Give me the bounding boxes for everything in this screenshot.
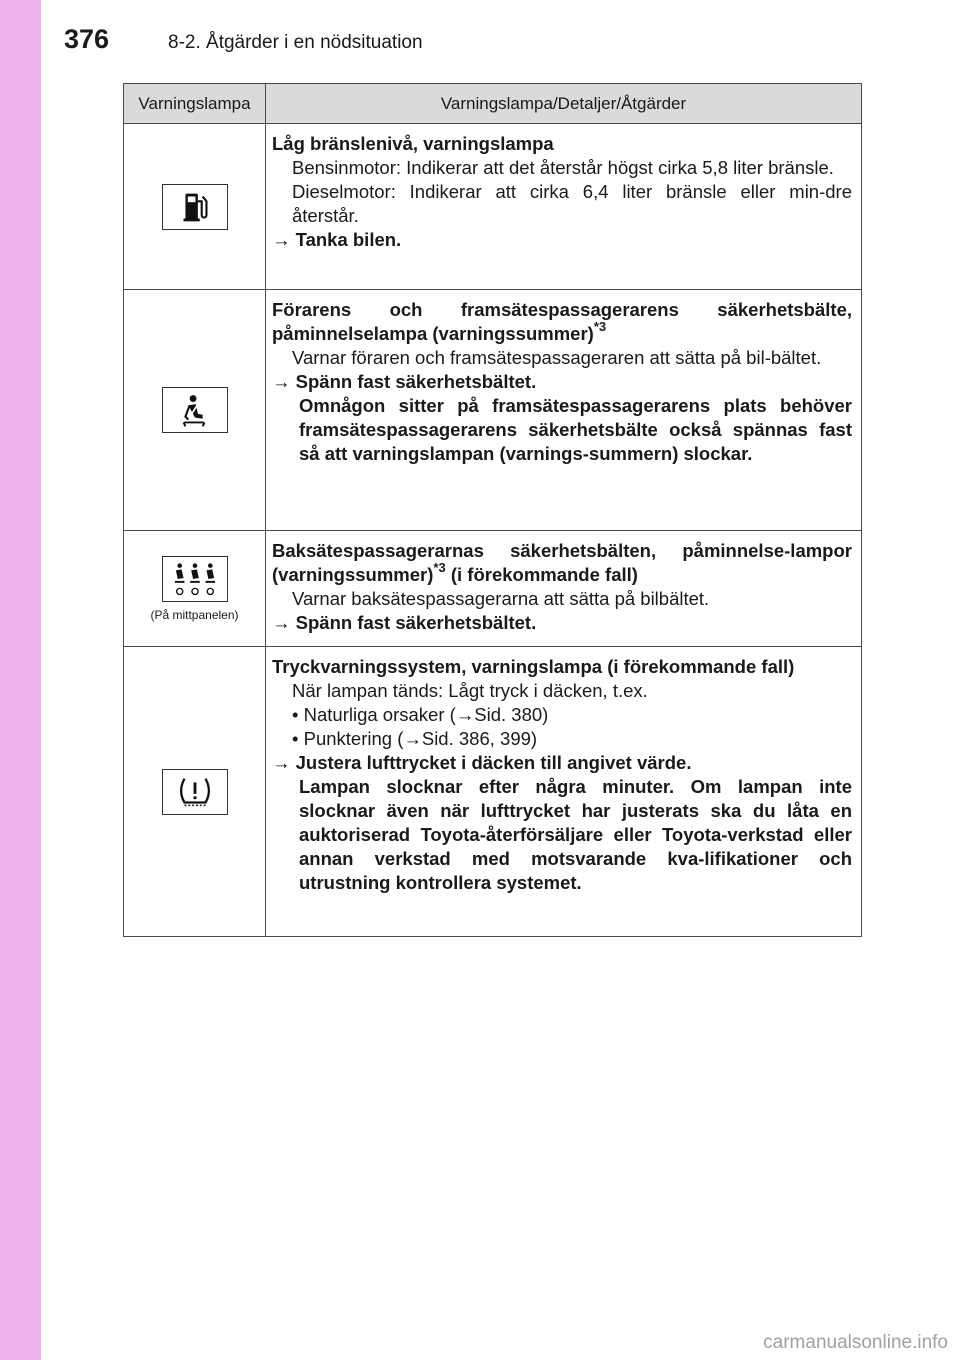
- row-action: [272, 611, 852, 635]
- row-line: Varnar baksätespassagerarna att sätta på bilbältet.: [292, 588, 710, 609]
- action-text: Spänn fast säkerhetsbältet.: [295, 371, 537, 392]
- watermark: carmanualsonline.info: [763, 1332, 948, 1353]
- table-row: [124, 290, 862, 531]
- arrow-icon: →: [272, 229, 291, 250]
- bullet-item: • Naturliga orsaker (→Sid. 380): [292, 704, 549, 725]
- section-title: 8-2. Åtgärder i en nödsituation: [168, 32, 423, 53]
- action-text: Tanka bilen.: [295, 229, 402, 250]
- icon-cell: [124, 290, 266, 531]
- footnote-ref: *3: [593, 318, 607, 334]
- row-title-text: Baksätespassagerarnas säkerhetsbälten, påminnelse-lampor (varningssummer): [272, 540, 852, 585]
- details-cell: [266, 531, 862, 647]
- warning-lights-table: [123, 83, 862, 937]
- row-action: [272, 370, 852, 394]
- table-header-row: [124, 84, 862, 124]
- rear-seatbelts-icon: [162, 556, 228, 602]
- row-line: Bensinmotor: Indikerar att det återstår högst cirka 5,8 liter bränsle.: [292, 157, 834, 178]
- seatbelt-icon: [162, 387, 228, 433]
- row-title-text: Förarens och framsätespassagerarens säkerhetsbälte, påminnelselampa (varningssummer): [272, 299, 852, 344]
- icon-cell: [124, 124, 266, 290]
- tire-pressure-icon: [162, 769, 228, 815]
- details-cell: [266, 647, 862, 937]
- column-header-details: Varningslampa/Detaljer/Åtgärder: [266, 84, 862, 124]
- table-row: [124, 531, 862, 647]
- row-title: [272, 539, 852, 587]
- footnote-ref: *3: [433, 559, 446, 575]
- row-title-suffix: (i förekommande fall): [445, 564, 638, 585]
- row-title: Låg bränslenivå, varningslampa: [272, 133, 554, 154]
- table-row: [124, 124, 862, 290]
- row-line: När lampan tänds: Lågt tryck i däcken, t.ex.: [292, 680, 648, 701]
- action-text: Spänn fast säkerhetsbältet.: [295, 612, 537, 633]
- icon-note: (På mittpanelen): [150, 607, 239, 622]
- chapter-tab: [0, 0, 41, 1360]
- row-line: Varnar föraren och framsätespassageraren att sätta på bil-bältet.: [292, 347, 822, 368]
- page-number: 376: [64, 24, 110, 54]
- arrow-icon: →: [272, 612, 291, 633]
- row-action: [272, 751, 852, 775]
- arrow-icon: →: [272, 371, 291, 392]
- arrow-icon: →: [272, 752, 291, 773]
- action-detail: Omnågon sitter på framsätespassagerarens plats behöver framsätespassagerarens säkerhetsbälte också spännas fast så att varningslampan (varnings-summern) slockar.: [299, 395, 852, 464]
- row-action: [272, 228, 852, 252]
- row-title: Tryckvarningssystem, varningslampa (i förekommande fall): [272, 656, 795, 677]
- icon-cell: [124, 647, 266, 937]
- column-header-lamp: Varningslampa: [124, 84, 266, 124]
- details-cell: [266, 290, 862, 531]
- row-title: [272, 298, 852, 346]
- bullet-item: • Punktering (→Sid. 386, 399): [292, 728, 538, 749]
- fuel-pump-icon: [162, 184, 228, 230]
- row-line: Dieselmotor: Indikerar att cirka 6,4 liter bränsle eller min-dre återstår.: [292, 181, 852, 226]
- table-row: [124, 647, 862, 937]
- action-text: Justera lufttrycket i däcken till angivet värde.: [295, 752, 692, 773]
- details-cell: [266, 124, 862, 290]
- action-detail: Lampan slocknar efter några minuter. Om lampan inte slocknar även när lufttrycket har justerats ska du låta en auktoriserad Toyota-återförsäljare eller Toyota-verkstad eller annan verkstad med motsvarande kva-lifikationer och utrustning kontrollera systemet.: [299, 776, 852, 893]
- icon-cell: [124, 531, 266, 647]
